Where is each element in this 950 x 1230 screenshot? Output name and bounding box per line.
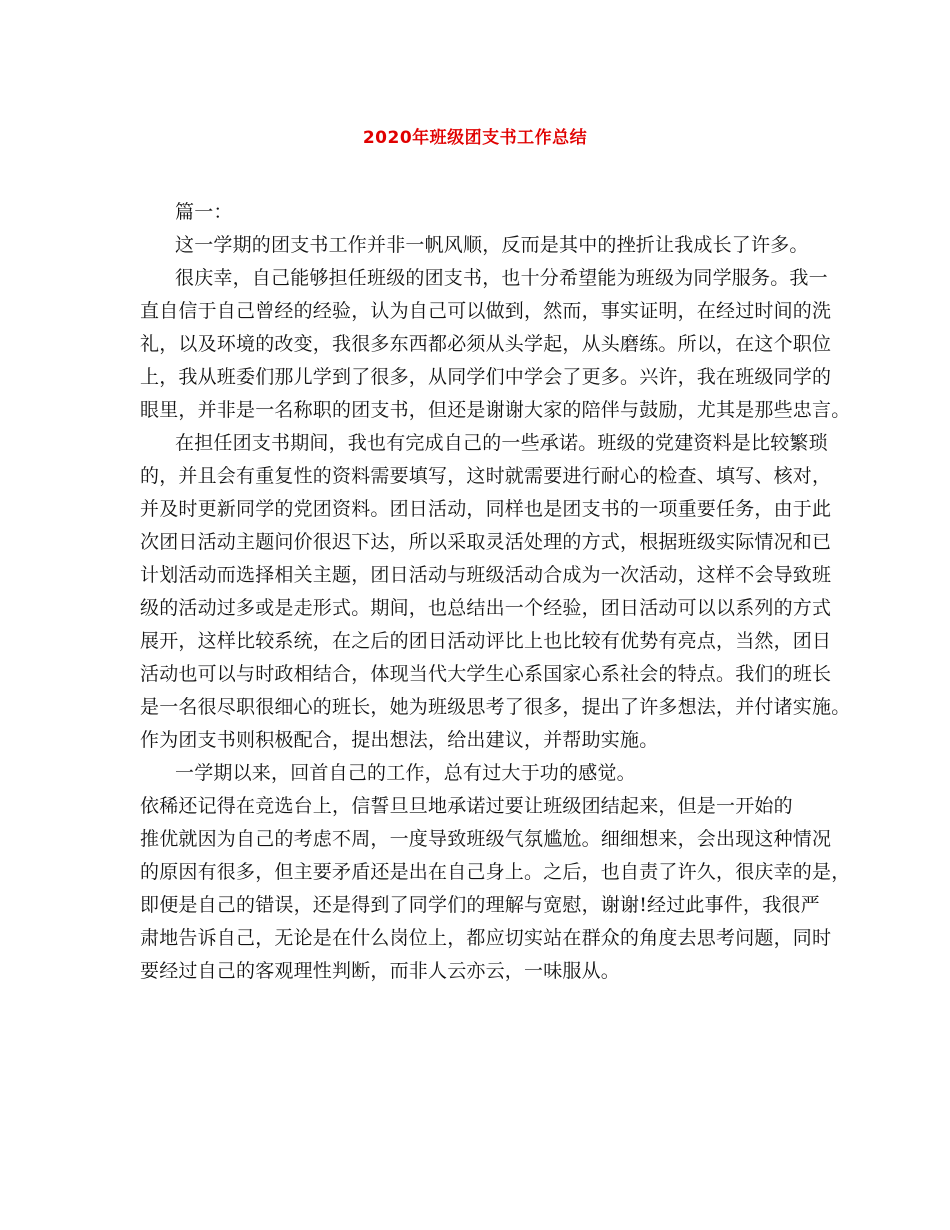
paragraph-line: 级的活动过多或是走形式。期间，也总结出一个经验，团日活动可以以系列的方式 [140,597,832,619]
paragraph-line: 活动也可以与时政相结合，体现当代大学生心系国家心系社会的特点。我们的班长 [140,663,832,685]
paragraph-line: 要经过自己的客观理性判断，而非人云亦云，一味服从。 [140,960,621,982]
section-heading: 篇一： [175,201,233,223]
paragraph-line: 展开，这样比较系统，在之后的团日活动评比上也比较有优势有亮点，当然，团日 [140,630,832,652]
paragraph-line: 计划活动而选择相关主题，团日活动与班级活动合成为一次活动，这样不会导致班 [140,564,832,586]
paragraph-line: 的，并且会有重复性的资料需要填写，这时就需要进行耐心的检查、填写、核对， [140,465,832,487]
paragraph-line: 依稀还记得在竞选台上，信誓旦旦地承诺过要让班级团结起来，但是一开始的 [140,795,793,817]
paragraph-line: 在担任团支书期间，我也有完成自己的一些承诺。班级的党建资料是比较繁琐 [175,432,828,454]
paragraph-line: 礼，以及环境的改变，我很多东西都必须从头学起，从头磨练。所以，在这个职位 [140,333,832,355]
paragraph-line: 上，我从班委们那儿学到了很多，从同学们中学会了更多。兴许，我在班级同学的 [140,366,832,388]
paragraph-line: 次团日活动主题问价很迟下达，所以采取灵活处理的方式，根据班级实际情况和已 [140,531,832,553]
paragraph-line: 推优就因为自己的考虑不周，一度导致班级气氛尴尬。细细想来，会出现这种情况 [140,828,832,850]
paragraph-line: 这一学期的团支书工作并非一帆风顺，反而是其中的挫折让我成长了许多。 [175,234,809,256]
paragraph-line: 作为团支书则积极配合，提出想法，给出建议，并帮助实施。 [140,729,659,751]
paragraph-line: 一学期以来，回首自己的工作，总有过大于功的感觉。 [175,762,636,784]
paragraph-line: 很庆幸，自己能够担任班级的团支书，也十分希望能为班级为同学服务。我一 [175,267,828,289]
paragraph-line: 即便是自己的错误，还是得到了同学们的理解与宽慰，谢谢!经过此事件，我很严 [140,894,820,916]
document-title: 2020年班级团支书工作总结 [362,128,588,148]
paragraph-line: 眼里，并非是一名称职的团支书，但还是谢谢大家的陪伴与鼓励，尤其是那些忠言。 [140,399,851,421]
paragraph-line: 肃地告诉自己，无论是在什么岗位上，都应切实站在群众的角度去思考问题，同时 [140,927,832,949]
paragraph-line: 并及时更新同学的党团资料。团日活动，同样也是团支书的一项重要任务，由于此 [140,498,832,520]
paragraph-line: 是一名很尽职很细心的班长，她为班级思考了很多，提出了许多想法，并付诸实施。 [140,696,851,718]
paragraph-line: 的原因有很多，但主要矛盾还是出在自己身上。之后，也自责了许久，很庆幸的是， [140,861,851,883]
paragraph-line: 直自信于自己曾经的经验，认为自己可以做到，然而，事实证明，在经过时间的洗 [140,300,832,322]
